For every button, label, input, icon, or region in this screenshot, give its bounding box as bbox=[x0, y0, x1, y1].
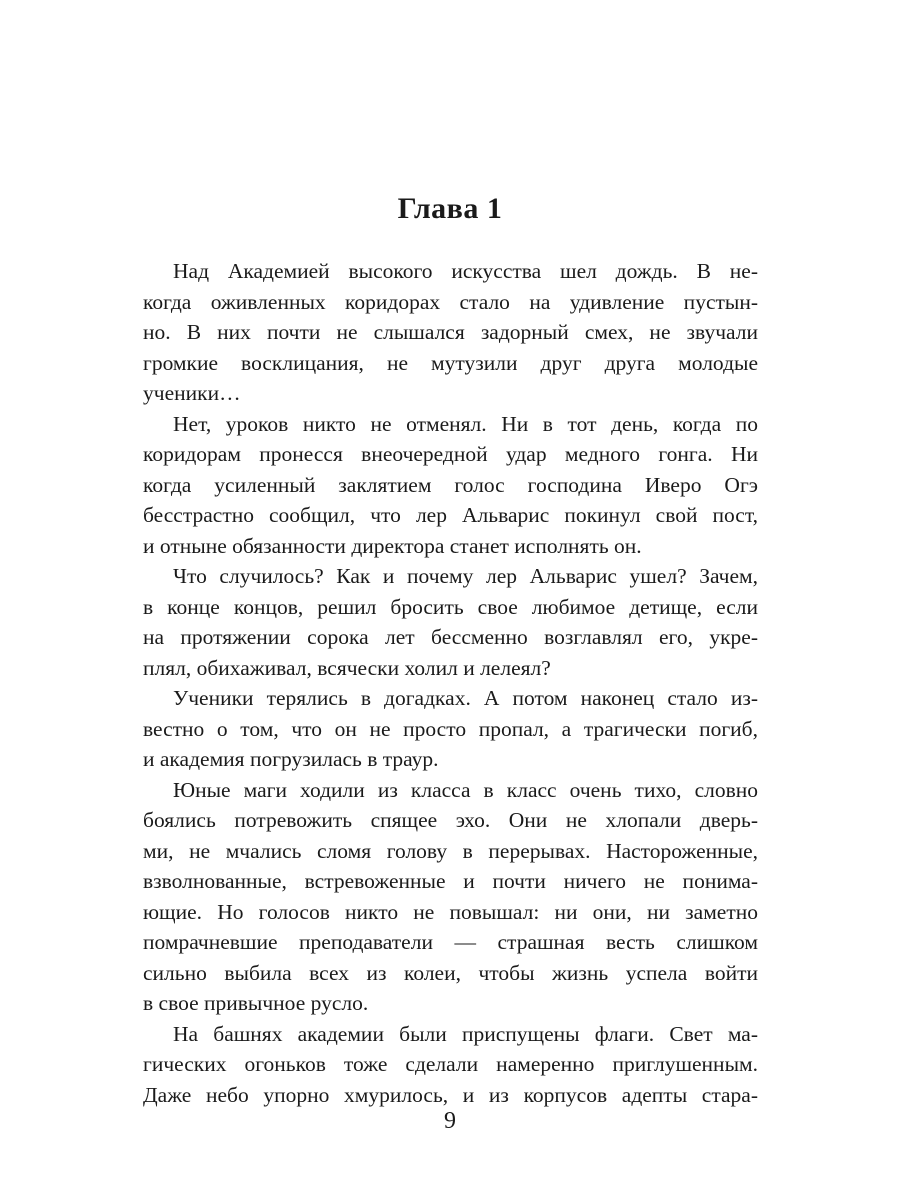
paragraph-5-line-5: ющие. Но голосов никто не повышал: ни они, ни заметно bbox=[143, 899, 758, 924]
paragraph-4-line-1: Ученики терялись в догадках. А потом наконец стало из- bbox=[173, 686, 758, 710]
paragraph-3-line-4: плял, обихаживал, всячески холил и лелеял? bbox=[143, 655, 551, 680]
paragraph-5-line-7: сильно выбила всех из колеи, чтобы жизнь успела войти bbox=[143, 960, 758, 985]
paragraph-5-line-4: взволнованные, встревоженные и почти ничего не понима- bbox=[143, 869, 758, 893]
paragraph-5-line-2: боялись потревожить спящее эхо. Они не хлопали дверь- bbox=[143, 808, 758, 832]
body-text bbox=[143, 256, 758, 1110]
paragraph-2-line-2: коридорам пронесся внеочередной удар медного гонга. Ни bbox=[143, 442, 758, 466]
paragraph-5-line-6: помрачневшие преподаватели — страшная весть слишком bbox=[143, 930, 758, 954]
paragraph-6-line-3: Даже небо упорно хмурилось, и из корпусов адепты стара- bbox=[143, 1082, 758, 1107]
paragraph-3-line-3: на протяжении сорока лет бессменно возглавлял его, укре- bbox=[143, 625, 758, 649]
paragraph-6-line-1: На башнях академии были приспущены флаги. Свет ма- bbox=[173, 1021, 758, 1046]
paragraph-5-line-1: Юные маги ходили из класса в класс очень тихо, словно bbox=[173, 777, 758, 802]
paragraph-2-line-5: и отныне обязанности директора станет исполнять он. bbox=[143, 533, 642, 558]
paragraph-6-line-2: гических огоньков тоже сделали намеренно приглушенным. bbox=[143, 1052, 758, 1076]
paragraph-1-line-5: ученики… bbox=[143, 381, 241, 405]
chapter-title: Глава 1 bbox=[397, 192, 503, 225]
paragraph-2-line-4: бесстрастно сообщил, что лер Альварис покинул свой пост, bbox=[143, 503, 758, 527]
paragraph-4-line-2: вестно о том, что он не просто пропал, а трагически погиб, bbox=[143, 716, 758, 741]
paragraph-1-line-3: но. В них почти не слышался задорный смех, не звучали bbox=[143, 320, 758, 344]
paragraph-1-line-2: когда оживленных коридорах стало на удивление пустын- bbox=[143, 289, 758, 314]
page-number: 9 bbox=[444, 1108, 456, 1134]
paragraph-3-line-2: в конце концов, решил бросить свое любимое детище, если bbox=[143, 594, 758, 619]
paragraph-3-line-1: Что случилось? Как и почему лер Альварис ушел? Зачем, bbox=[173, 564, 758, 588]
paragraph-2-line-1: Нет, уроков никто не отменял. Ни в тот день, когда по bbox=[173, 411, 758, 436]
paragraph-5-line-3: ми, не мчались сломя голову в перерывах. Настороженные, bbox=[143, 838, 758, 863]
paragraph-5-line-8: в свое привычное русло. bbox=[143, 991, 369, 1015]
paragraph-2-line-3: когда усиленный заклятием голос господина Иверо Огэ bbox=[143, 472, 758, 497]
paragraph-1-line-4: громкие восклицания, не мутузили друг друга молодые bbox=[143, 350, 758, 375]
paragraph-1-line-1: Над Академией высокого искусства шел дождь. В не- bbox=[173, 259, 758, 283]
paragraph-4-line-3: и академия погрузилась в траур. bbox=[143, 747, 439, 771]
